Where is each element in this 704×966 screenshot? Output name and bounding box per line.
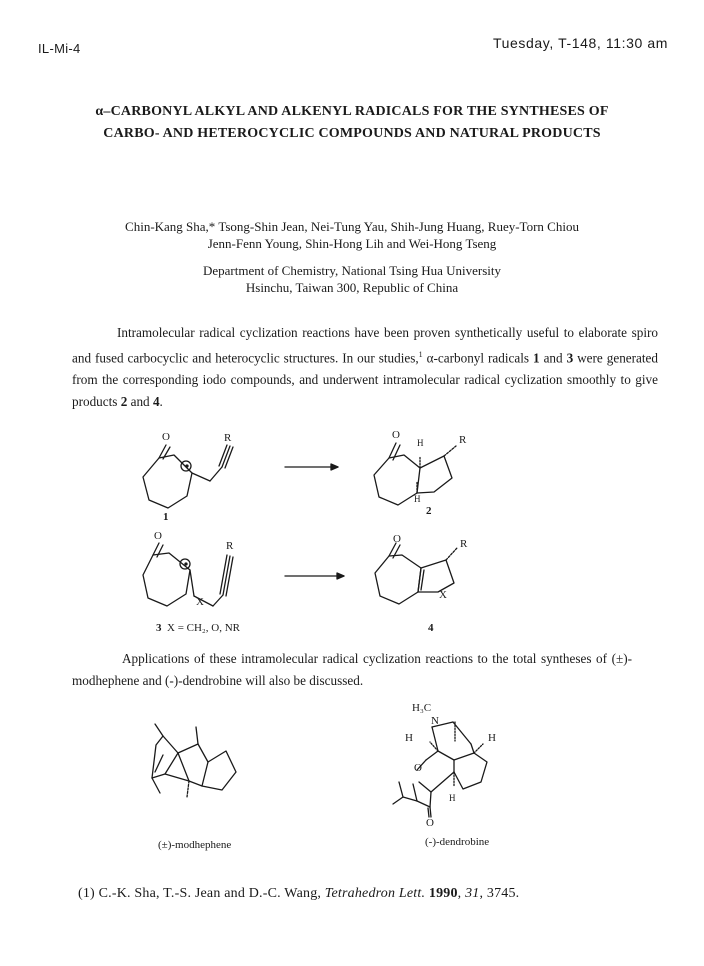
reaction-arrow-2	[285, 573, 344, 579]
c2-h-bottom: H	[414, 494, 421, 504]
ref-volume: 31	[465, 886, 480, 901]
p1-cmpd-4: 4	[152, 394, 160, 410]
cmpd-3-caption	[156, 622, 240, 634]
p1-text-b: α-carbonyl radicals	[422, 350, 534, 366]
authors-line-1: Chin-Kang Sha,* Tsong-Shin Jean, Nei-Tung Yau, Shih-Jung Huang, Ruey-Torn Chiou	[125, 219, 579, 234]
cmpd-3-definition: X = CH₂, O, NR	[167, 622, 240, 634]
reaction-arrow-1	[285, 464, 338, 470]
authors-line-2: Jenn-Fenn Young, Shin-Hong Lih and Wei-Hong Tseng	[207, 236, 497, 251]
title-line-2: CARBO- AND HETEROCYCLIC COMPOUNDS AND NATURAL PRODUCTS	[103, 126, 601, 141]
ref-journal: Tetrahedron Lett.	[324, 886, 426, 901]
dendrobine-nitrogen: N	[431, 715, 439, 727]
c3-x-atom: X	[196, 596, 204, 608]
cmpd-3-label: 3	[156, 622, 162, 634]
p1-cmpd-1: 1	[533, 350, 540, 366]
dendrobine-oxygen-ring: O	[414, 762, 422, 774]
c1-oxygen: O	[162, 431, 170, 443]
affiliation-line-1: Department of Chemistry, National Tsing Hua University	[202, 263, 502, 278]
dendrobine-oxygen-carbonyl: O	[426, 817, 434, 829]
affiliation-line-2: Hsinchu, Taiwan 300, Republic of China	[245, 280, 459, 295]
structure-cmpd-3	[143, 543, 233, 606]
modhephene-caption: (±)-modhephene	[158, 839, 232, 851]
ref-mark: 1	[418, 350, 423, 359]
c4-r-group: R	[460, 538, 468, 550]
dendrobine-caption: (-)-dendrobine	[425, 836, 490, 848]
ref-authors: (1) C.-K. Sha, T.-S. Jean and D.-C. Wang,	[78, 886, 325, 901]
p1-text-a: Intramolecular radical cyclization reactions have been proven synthetically useful to elaborate spiro and fused carbocyclic and heterocyclic structures. In our studies,	[72, 325, 658, 366]
p1-text-f: .	[159, 394, 163, 410]
p1-text-d: were generated from the corresponding iodo compounds, and underwent intramolecular radical cyclization smoothly to give products	[72, 350, 658, 410]
schedule: Tuesday, T-148, 11:30 am	[493, 35, 668, 51]
title-line-1: α–CARBONYL ALKYL AND ALKENYL RADICALS FOR THE SYNTHESES OF	[95, 104, 609, 119]
p1-cmpd-3: 3	[566, 350, 574, 366]
dendrobine-h-bottom: H	[449, 793, 456, 803]
reference-1: (1) C.-K. Sha, T.-S. Jean and D.-C. Wang, Tetrahedron Lett. 1990, 31, 3745.	[78, 886, 520, 901]
c2-oxygen: O	[392, 429, 400, 441]
c1-r-group: R	[224, 432, 232, 444]
p1-cmpd-2: 2	[120, 394, 128, 410]
dendrobine-n-methyl: H₃C	[412, 702, 432, 714]
cmpd-1-label: 1	[163, 511, 169, 523]
structure-modhephene	[152, 724, 236, 797]
cmpd-2-label: 2	[426, 505, 432, 517]
ref-year: 1990	[425, 886, 458, 901]
c3-r-group: R	[226, 540, 234, 552]
p1-text-c: and	[539, 350, 567, 366]
c2-r-group: R	[459, 434, 467, 446]
c3-oxygen: O	[154, 530, 162, 542]
ref-pages: , 3745.	[479, 886, 520, 901]
dendrobine-h-left: H	[405, 732, 413, 744]
c2-h-top: H	[417, 438, 424, 448]
applications-paragraph: Applications of these intramolecular radical cyclization reactions to the total syntheses of (±)-modhephene and (-)-dendrobine will also be discussed.	[72, 651, 632, 688]
session-code: IL-Mi-4	[38, 41, 81, 56]
c4-oxygen: O	[393, 533, 401, 545]
c4-x-atom: X	[439, 589, 447, 601]
cmpd-4-label: 4	[428, 622, 434, 634]
structure-cmpd-1	[143, 445, 233, 508]
dendrobine-h-right: H	[488, 732, 496, 744]
p1-text-e: and	[127, 394, 153, 410]
